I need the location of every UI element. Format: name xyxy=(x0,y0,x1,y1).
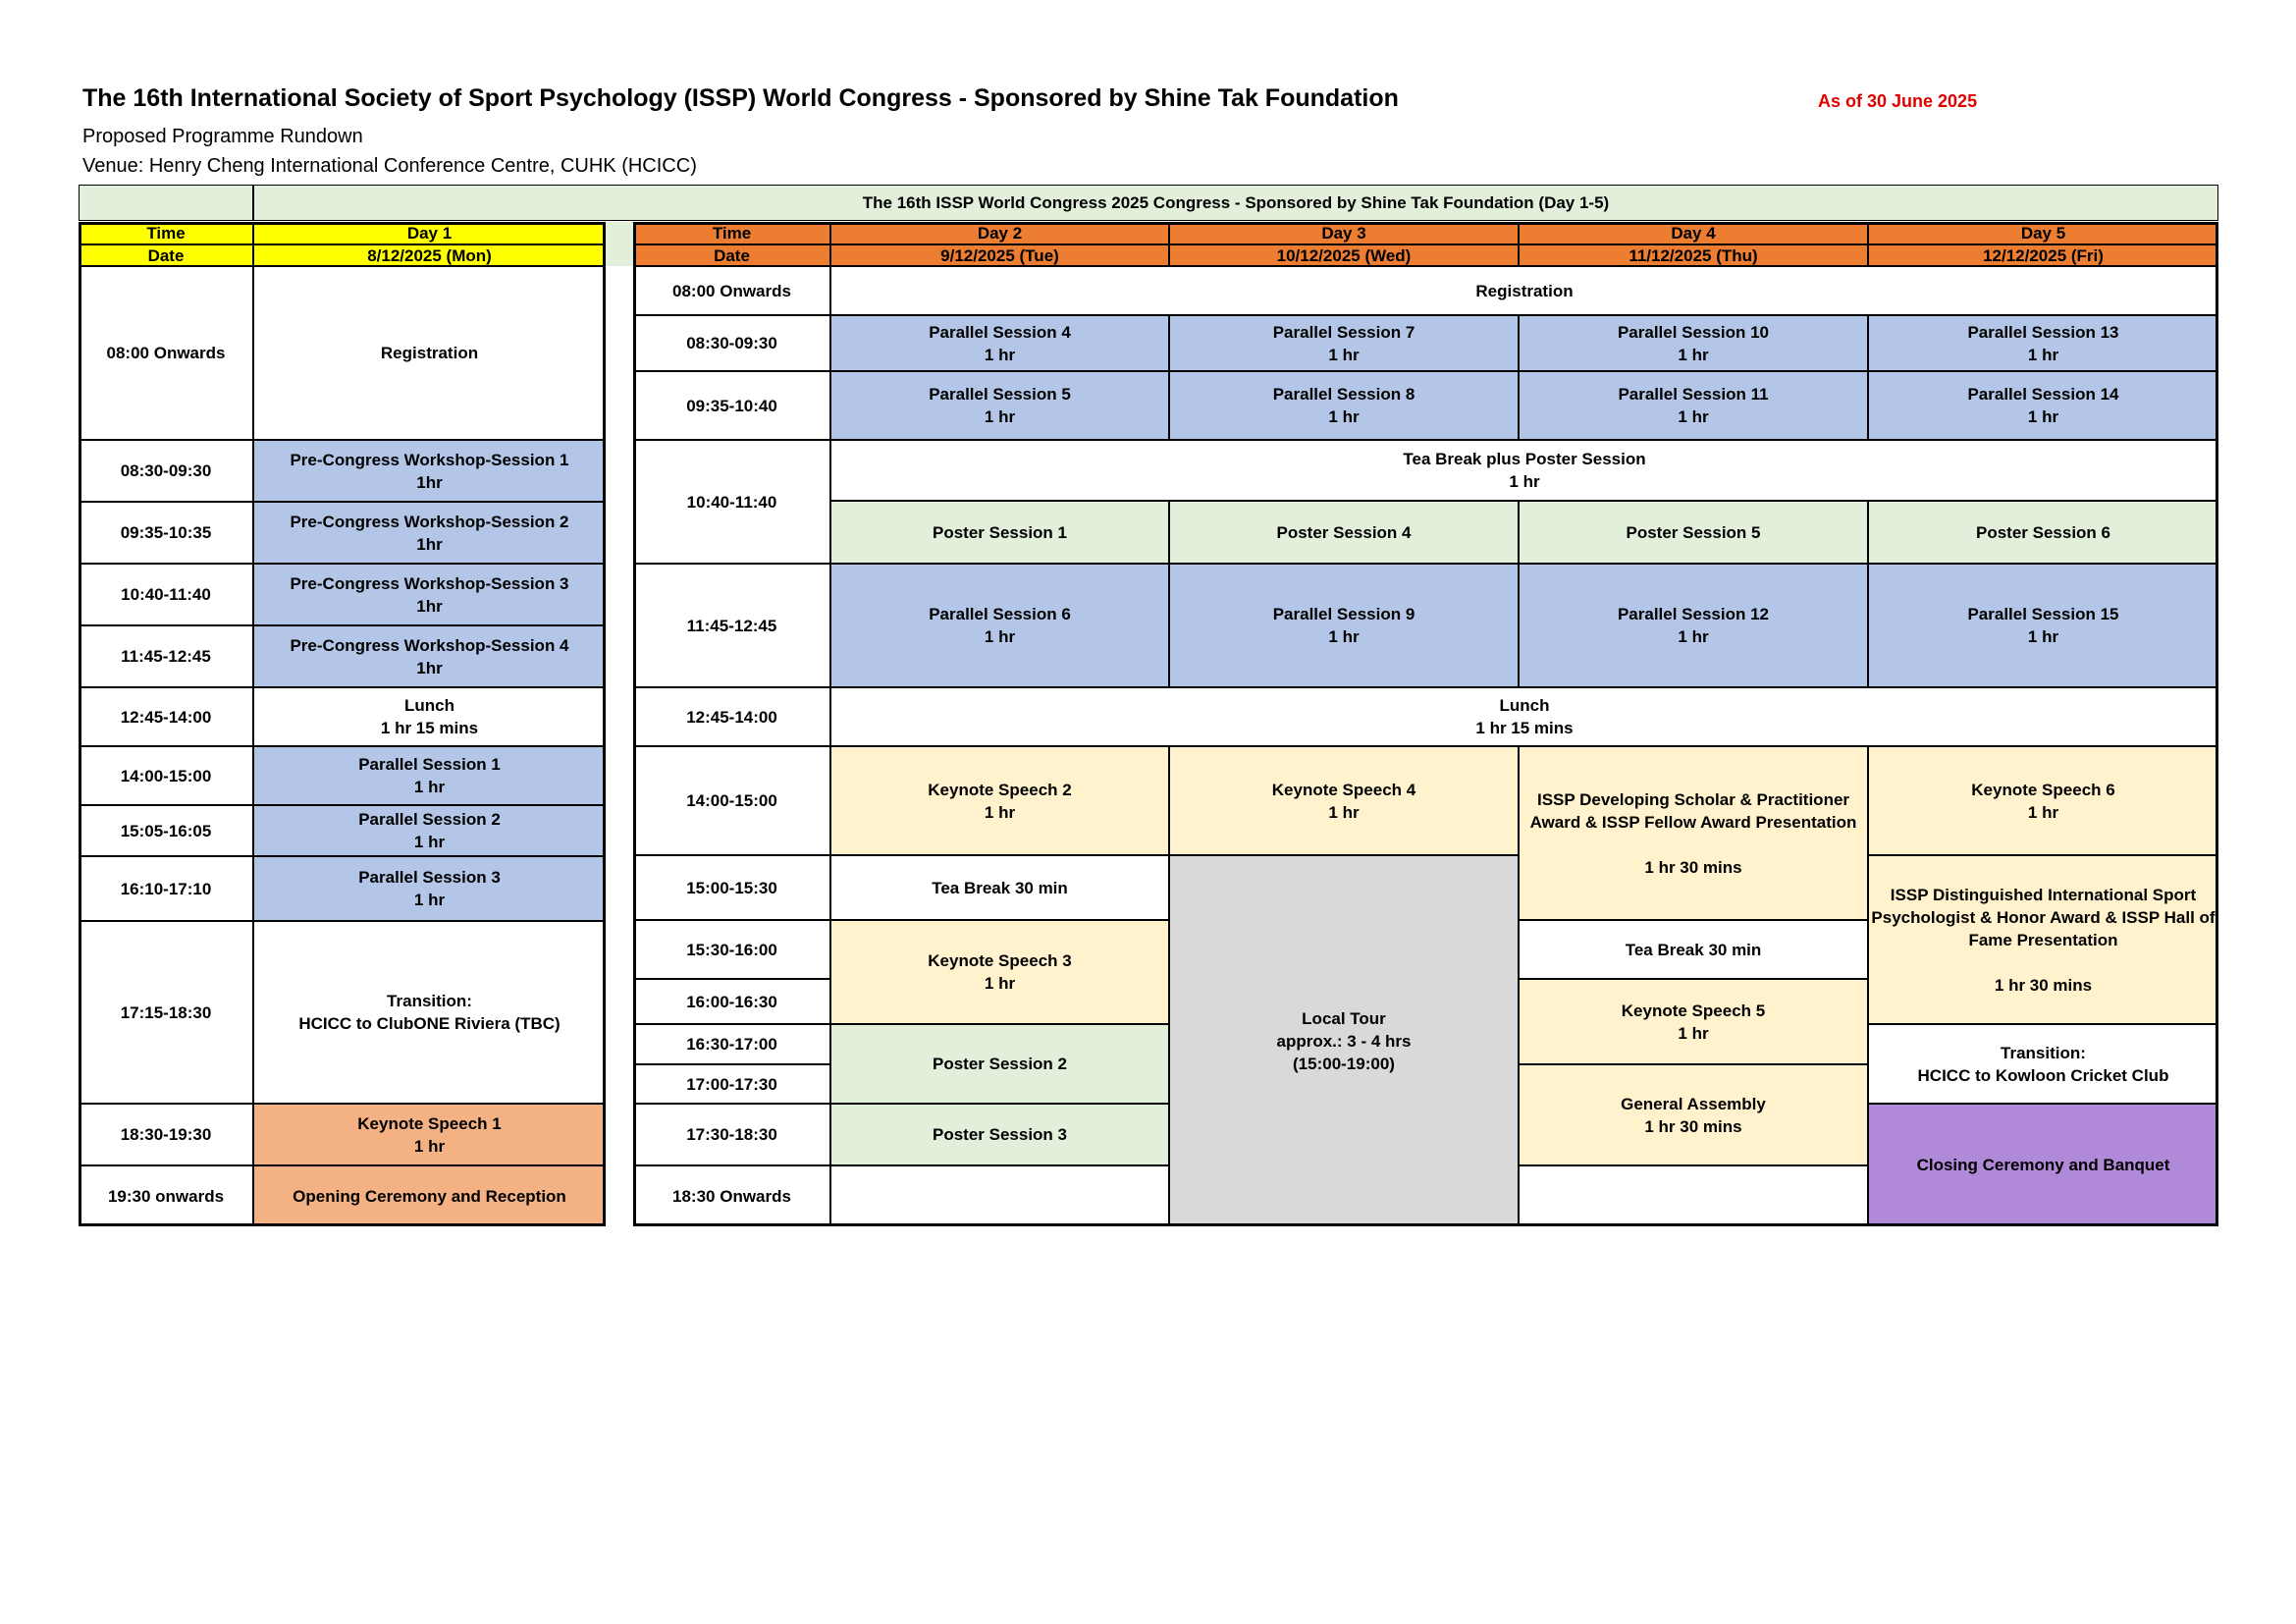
session-cell: Poster Session 2 xyxy=(830,1024,1169,1104)
session-cell: Parallel Session 8 1 hr xyxy=(1169,371,1519,440)
session-cell: Parallel Session 4 1 hr xyxy=(830,315,1169,371)
day1-time-cell: 15:05-16:05 xyxy=(79,805,253,856)
day1-event-cell: Transition: HCICC to ClubONE Riviera (TBC) xyxy=(253,921,606,1104)
day1-time-cell: 12:45-14:00 xyxy=(79,687,253,746)
day1-time-cell: 11:45-12:45 xyxy=(79,625,253,687)
days-time-cell: 08:30-09:30 xyxy=(633,315,830,371)
session-cell: Keynote Speech 5 1 hr xyxy=(1519,979,1868,1064)
session-cell: Tea Break plus Poster Session 1 hr xyxy=(830,440,2218,501)
day-header: Day 3 xyxy=(1169,222,1519,244)
session-cell: Poster Session 4 xyxy=(1169,501,1519,564)
venue-line: Venue: Henry Cheng International Conference Centre, CUHK (HCICC) xyxy=(82,155,697,177)
day1-date: 8/12/2025 (Mon) xyxy=(253,244,606,266)
day1-time-cell: 19:30 onwards xyxy=(79,1165,253,1226)
days-time-cell: 15:00-15:30 xyxy=(633,855,830,920)
banner-title: The 16th ISSP World Congress 2025 Congress - Sponsored by Shine Tak Foundation (Day 1-5) xyxy=(253,185,2218,221)
day1-day-header: Day 1 xyxy=(253,222,606,244)
day1-time-cell: 08:00 Onwards xyxy=(79,266,253,440)
days-time-cell: 17:30-18:30 xyxy=(633,1104,830,1165)
session-cell: Parallel Session 13 1 hr xyxy=(1868,315,2218,371)
as-of-date: As of 30 June 2025 xyxy=(1818,91,1978,111)
day1-event-cell: Parallel Session 3 1 hr xyxy=(253,856,606,921)
session-cell: Parallel Session 6 1 hr xyxy=(830,564,1169,687)
day1-event-cell: Parallel Session 1 1 hr xyxy=(253,746,606,805)
days-time-header: Time xyxy=(633,222,830,244)
day1-time-cell: 10:40-11:40 xyxy=(79,564,253,625)
days-time-cell: 08:00 Onwards xyxy=(633,266,830,315)
session-cell: Keynote Speech 3 1 hr xyxy=(830,920,1169,1024)
day1-event-cell: Pre-Congress Workshop-Session 1 1hr xyxy=(253,440,606,502)
day-header: Day 2 xyxy=(830,222,1169,244)
session-cell: Parallel Session 12 1 hr xyxy=(1519,564,1868,687)
days-time-cell: 12:45-14:00 xyxy=(633,687,830,746)
session-cell: Keynote Speech 2 1 hr xyxy=(830,746,1169,855)
day-date: 10/12/2025 (Wed) xyxy=(1169,244,1519,266)
session-cell: Poster Session 5 xyxy=(1519,501,1868,564)
day1-time-cell: 16:10-17:10 xyxy=(79,856,253,921)
session-cell: Parallel Session 7 1 hr xyxy=(1169,315,1519,371)
session-cell: ISSP Developing Scholar & Practitioner Award & ISSP Fellow Award Presentation 1 hr 30 mins xyxy=(1519,746,1868,920)
session-cell: Tea Break 30 min xyxy=(1519,920,1868,979)
day-header: Day 5 xyxy=(1868,222,2218,244)
session-cell: Parallel Session 15 1 hr xyxy=(1868,564,2218,687)
session-cell: Parallel Session 14 1 hr xyxy=(1868,371,2218,440)
days-date-header: Date xyxy=(633,244,830,266)
session-cell xyxy=(1519,1165,1868,1226)
session-cell: Parallel Session 11 1 hr xyxy=(1519,371,1868,440)
day-date: 12/12/2025 (Fri) xyxy=(1868,244,2218,266)
session-cell: Registration xyxy=(830,266,2218,315)
day1-event-cell: Pre-Congress Workshop-Session 4 1hr xyxy=(253,625,606,687)
session-cell: Tea Break 30 min xyxy=(830,855,1169,920)
days-time-cell: 11:45-12:45 xyxy=(633,564,830,687)
banner-spacer xyxy=(79,185,253,221)
page-subtitle: Proposed Programme Rundown xyxy=(82,126,363,147)
session-cell: Keynote Speech 4 1 hr xyxy=(1169,746,1519,855)
days-time-cell: 14:00-15:00 xyxy=(633,746,830,855)
days-time-cell: 16:30-17:00 xyxy=(633,1024,830,1064)
session-cell: Transition: HCICC to Kowloon Cricket Club xyxy=(1868,1024,2218,1104)
session-cell: Local Tour approx.: 3 - 4 hrs (15:00-19:00) xyxy=(1169,855,1519,1226)
session-cell: General Assembly 1 hr 30 mins xyxy=(1519,1064,1868,1165)
days-time-cell: 16:00-16:30 xyxy=(633,979,830,1024)
day1-date-header: Date xyxy=(79,244,253,266)
day1-event-cell: Opening Ceremony and Reception xyxy=(253,1165,606,1226)
page-title: The 16th International Society of Sport Psychology (ISSP) World Congress - Sponsored by Shine Tak Foundation xyxy=(82,84,1399,112)
days-time-cell: 10:40-11:40 xyxy=(633,440,830,564)
day1-time-header: Time xyxy=(79,222,253,244)
days-time-cell: 17:00-17:30 xyxy=(633,1064,830,1104)
day1-time-cell: 14:00-15:00 xyxy=(79,746,253,805)
day-date: 9/12/2025 (Tue) xyxy=(830,244,1169,266)
day1-event-cell: Parallel Session 2 1 hr xyxy=(253,805,606,856)
day1-event-cell: Pre-Congress Workshop-Session 2 1hr xyxy=(253,502,606,564)
session-cell: Keynote Speech 6 1 hr xyxy=(1868,746,2218,855)
days-time-cell: 15:30-16:00 xyxy=(633,920,830,979)
day1-time-cell: 18:30-19:30 xyxy=(79,1104,253,1165)
session-cell: Lunch 1 hr 15 mins xyxy=(830,687,2218,746)
days-time-cell: 09:35-10:40 xyxy=(633,371,830,440)
session-cell: Poster Session 3 xyxy=(830,1104,1169,1165)
days-time-cell: 18:30 Onwards xyxy=(633,1165,830,1226)
day-header: Day 4 xyxy=(1519,222,1868,244)
day1-time-cell: 17:15-18:30 xyxy=(79,921,253,1104)
session-cell: Parallel Session 5 1 hr xyxy=(830,371,1169,440)
day-date: 11/12/2025 (Thu) xyxy=(1519,244,1868,266)
day1-time-cell: 09:35-10:35 xyxy=(79,502,253,564)
session-cell: Poster Session 6 xyxy=(1868,501,2218,564)
day1-event-cell: Registration xyxy=(253,266,606,440)
day1-time-cell: 08:30-09:30 xyxy=(79,440,253,502)
session-cell: Parallel Session 10 1 hr xyxy=(1519,315,1868,371)
day1-event-cell: Pre-Congress Workshop-Session 3 1hr xyxy=(253,564,606,625)
session-cell: Poster Session 1 xyxy=(830,501,1169,564)
day1-event-cell: Keynote Speech 1 1 hr xyxy=(253,1104,606,1165)
session-cell xyxy=(830,1165,1169,1226)
session-cell: Closing Ceremony and Banquet xyxy=(1868,1104,2218,1226)
session-cell: Parallel Session 9 1 hr xyxy=(1169,564,1519,687)
gap-spacer xyxy=(606,222,633,266)
day1-event-cell: Lunch 1 hr 15 mins xyxy=(253,687,606,746)
session-cell: ISSP Distinguished International Sport Psychologist & Honor Award & ISSP Hall of Fame Presentation 1 hr 30 mins xyxy=(1868,855,2218,1024)
